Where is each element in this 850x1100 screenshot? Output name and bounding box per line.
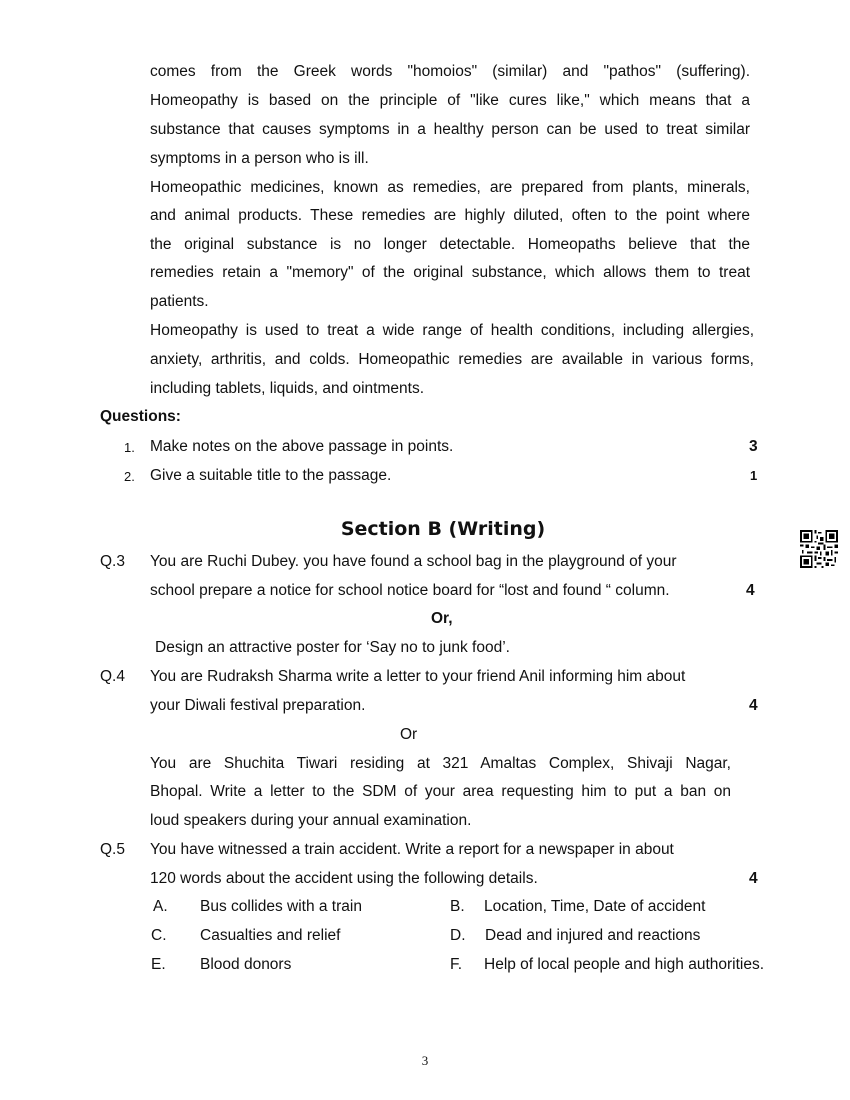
option-letter: D. xyxy=(450,927,466,944)
or-separator: Or, xyxy=(431,610,453,627)
question-text: school prepare a notice for school notice board for “lost and found “ column. xyxy=(150,582,670,599)
option-text: Blood donors xyxy=(200,956,292,973)
passage-line: remedies retain a "memory" of the original substance, which allows them to treat xyxy=(150,264,750,281)
passage-line: symptoms in a person who is ill. xyxy=(150,150,369,167)
question-marks: 3 xyxy=(749,438,758,455)
question-marks: 1 xyxy=(750,468,758,483)
question-text: your Diwali festival preparation. xyxy=(150,697,366,714)
question-marks: 4 xyxy=(749,697,758,714)
passage-line: the original substance is no longer detectable. Homeopaths believe that the xyxy=(150,236,750,253)
questions-heading: Questions: xyxy=(100,408,181,425)
passage-line: comes from the Greek words "homoios" (similar) and "pathos" (suffering). xyxy=(150,63,750,80)
passage-line: and animal products. These remedies are highly diluted, often to the point where xyxy=(150,207,750,224)
passage-line: substance that causes symptoms in a healthy person can be used to treat similar xyxy=(150,121,750,138)
or-separator: Or xyxy=(400,726,418,743)
question-number: 1. xyxy=(124,440,135,455)
passage-line: including tablets, liquids, and ointments. xyxy=(150,380,424,397)
option-text: Dead and injured and reactions xyxy=(485,927,701,944)
question-text: 120 words about the accident using the following details. xyxy=(150,870,538,887)
question-number: Q.4 xyxy=(100,668,125,685)
page-number: 3 xyxy=(421,1053,429,1068)
question-text: You are Ruchi Dubey. you have found a school bag in the playground of your xyxy=(150,553,677,570)
option-text: Bus collides with a train xyxy=(200,898,362,915)
option-letter: E. xyxy=(151,956,166,973)
question-marks: 4 xyxy=(749,870,758,887)
question-text: loud speakers during your annual examination. xyxy=(150,812,472,829)
question-number: Q.3 xyxy=(100,553,125,570)
section-title: Section B (Writing) xyxy=(340,518,546,540)
question-text: Give a suitable title to the passage. xyxy=(150,467,392,484)
question-marks: 4 xyxy=(746,582,755,599)
question-text: Bhopal. Write a letter to the SDM of your area requesting him to put a ban on xyxy=(150,783,731,800)
passage-line: anxiety, arthritis, and colds. Homeopathic remedies are available in various forms, xyxy=(150,351,754,368)
passage-line: patients. xyxy=(150,293,209,310)
passage-line: Homeopathy is based on the principle of "like cures like," which means that a xyxy=(150,92,750,109)
question-text: Make notes on the above passage in points. xyxy=(150,438,454,455)
option-text: Help of local people and high authorities. xyxy=(484,956,765,973)
question-number: 2. xyxy=(124,469,135,484)
passage-line: Homeopathic medicines, known as remedies, are prepared from plants, minerals, xyxy=(150,179,750,196)
option-letter: F. xyxy=(450,956,463,973)
passage-line: Homeopathy is used to treat a wide range of health conditions, including allergies, xyxy=(150,322,754,339)
option-letter: B. xyxy=(450,898,465,915)
question-text: You have witnessed a train accident. Write a report for a newspaper in about xyxy=(150,841,674,858)
qr-code-icon xyxy=(800,530,838,568)
question-text: You are Shuchita Tiwari residing at 321 Amaltas Complex, Shivaji Nagar, xyxy=(150,755,731,772)
option-text: Casualties and relief xyxy=(200,927,341,944)
option-text: Location, Time, Date of accident xyxy=(484,898,706,915)
option-letter: A. xyxy=(153,898,168,915)
question-text: Design an attractive poster for ‘Say no to junk food’. xyxy=(155,639,510,656)
option-letter: C. xyxy=(151,927,167,944)
question-text: You are Rudraksh Sharma write a letter to your friend Anil informing him about xyxy=(150,668,686,685)
question-number: Q.5 xyxy=(100,841,125,858)
